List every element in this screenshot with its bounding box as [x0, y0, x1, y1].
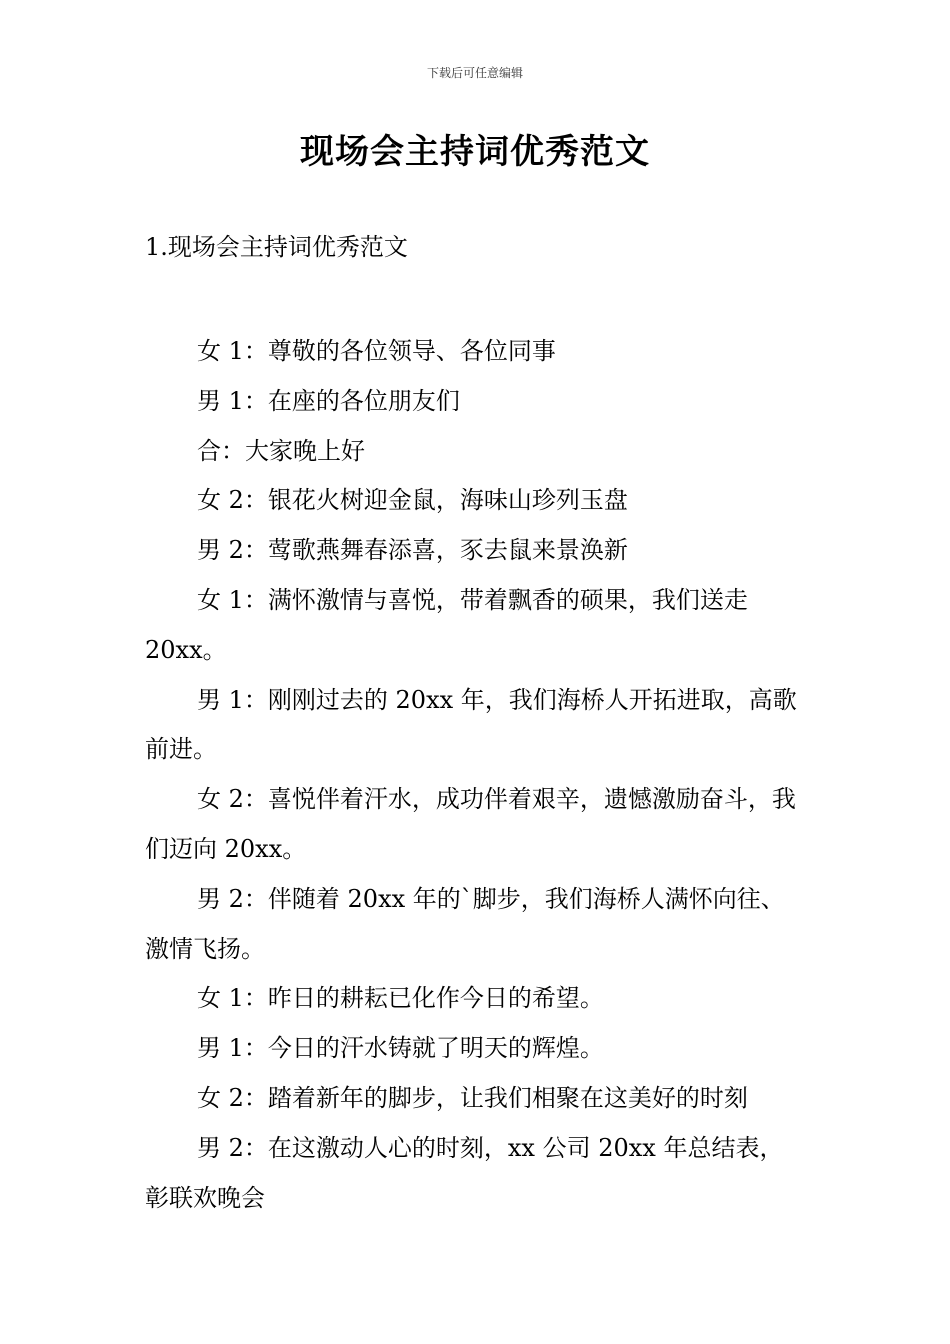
paragraph: 女 1：满怀激情与喜悦，带着飘香的硕果，我们送走 20xx。 [145, 585, 748, 664]
paragraph: 女 2：踏着新年的脚步，让我们相聚在这美好的时刻 [197, 1083, 748, 1112]
paragraph: 女 2：银花火树迎金鼠，海味山珍列玉盘 [197, 486, 628, 515]
paragraph: 男 2：伴随着 20xx 年的`脚步，我们海桥人满怀向往、激情飞扬。 [145, 884, 785, 963]
paragraph: 合：大家晚上好 [197, 436, 365, 465]
body-text [145, 327, 807, 1223]
paragraph: 男 2：在这激动人心的时刻，xx 公司 20xx 年总结表，彰联欢晚会 [145, 1133, 784, 1212]
paragraph: 男 1：今日的汗水铸就了明天的辉煌。 [197, 1034, 604, 1063]
paragraph: 男 2：莺歌燕舞春添喜，豕去鼠来景涣新 [197, 536, 628, 565]
paragraph: 男 1：刚刚过去的 20xx 年，我们海桥人开拓进取，高歌前进。 [145, 685, 797, 764]
paragraph: 男 1：在座的各位朋友们 [197, 386, 460, 415]
paragraph: 女 1：昨日的耕耘已化作今日的希望。 [197, 984, 604, 1013]
paragraph: 女 2：喜悦伴着汗水，成功伴着艰辛，遗憾激励奋斗，我们迈向 20xx。 [145, 785, 796, 863]
header-note: 下载后可任意编辑 [426, 66, 523, 80]
section-heading: 1.现场会主持词优秀范文 [145, 233, 408, 261]
document-title: 现场会主持词优秀范文 [300, 132, 650, 172]
paragraph: 女 1：尊敬的各位领导、各位同事 [197, 337, 556, 365]
